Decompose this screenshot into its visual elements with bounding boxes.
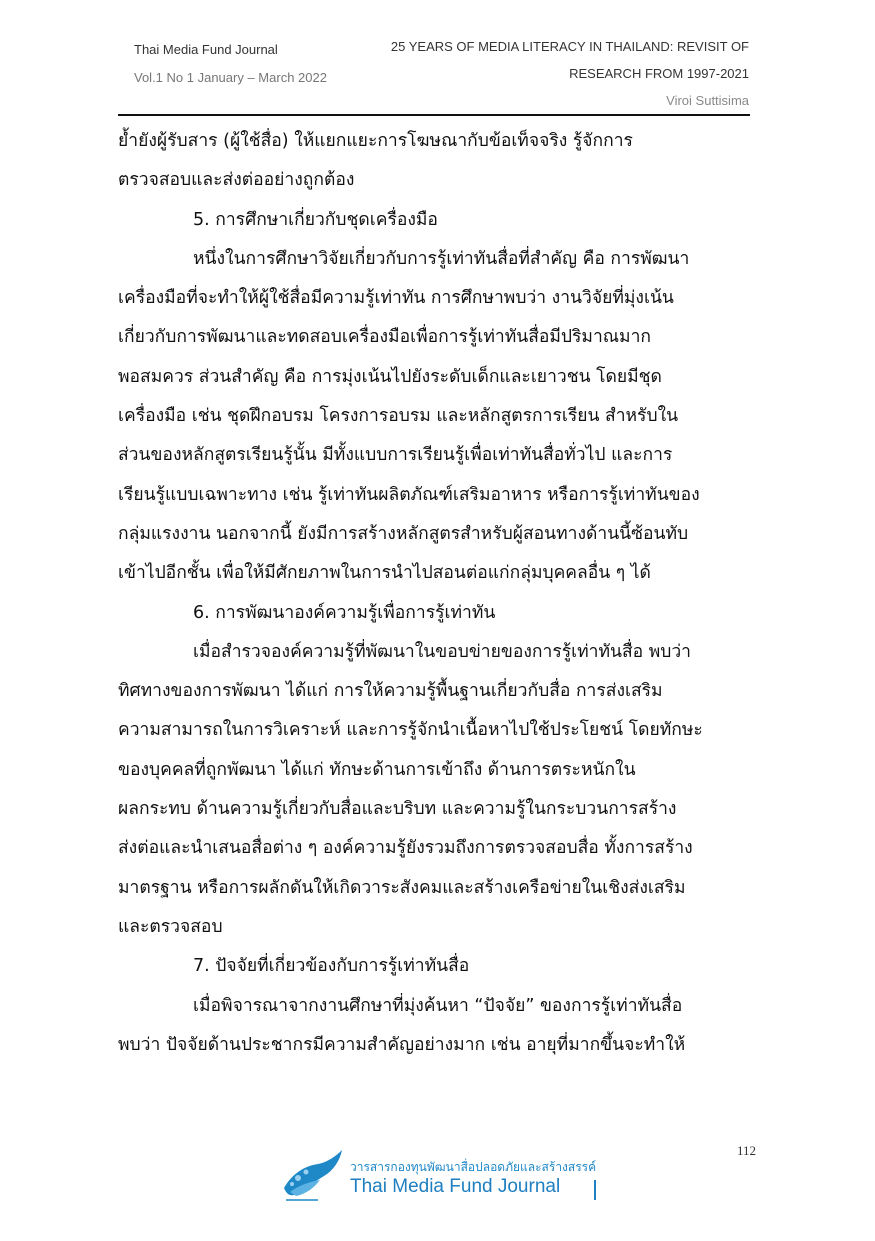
text-line: ความสามารถในการวิเคราะห์ และการรู้จักนำเนื้อหาไปใช้ประโยชน์ โดยทักษะ: [118, 720, 703, 741]
text-line: มาตรฐาน หรือการผลักดันให้เกิดวาระสังคมและสร้างเครือข่ายในเชิงส่งเสริม: [118, 877, 686, 898]
page-number: 112: [736, 1143, 756, 1158]
text-line: เครื่องมือ เช่น ชุดฝึกอบรม โครงการอบรม และหลักสูตรการเรียน สำหรับใน: [118, 406, 679, 427]
logo-english-text: Thai Media Fund Journal: [350, 1176, 561, 1197]
text-line: ผลกระทบ ด้านความรู้เกี่ยวกับสื่อและบริบท และความรู้ในกระบวนการสร้าง: [118, 799, 677, 820]
body-text: [118, 122, 758, 1065]
issue-info: Vol.1 No 1 January – March 2022: [134, 70, 327, 85]
header-divider: [118, 114, 750, 116]
text-line: ส่งต่อและนำเสนอสื่อต่าง ๆ องค์ความรู้ยังรวมถึงการตรวจสอบสื่อ ทั้งการสร้าง: [118, 838, 693, 859]
paragraph-first-line: หนึ่งในการศึกษาวิจัยเกี่ยวกับการรู้เท่าทันสื่อที่สำคัญ คือ การพัฒนา: [193, 248, 690, 269]
text-line: ส่วนของหลักสูตรเรียนรู้นั้น มีทั้งแบบการเรียนรู้เพื่อเท่าทันสื่อทั่วไป และการ: [118, 445, 673, 466]
text-line: กลุ่มแรงงาน นอกจากนี้ ยังมีการสร้างหลักสูตรสำหรับผู้สอนทางด้านนี้ซ้อนทับ: [118, 523, 689, 544]
text-line: ตรวจสอบและส่งต่ออย่างถูกต้อง: [118, 170, 355, 191]
section-heading: 7. ปัจจัยที่เกี่ยวข้องกับการรู้เท่าทันสื่อ: [193, 956, 470, 977]
text-line: เครื่องมือที่จะทำให้ผู้ใช้สื่อมีความรู้เท่าทัน การศึกษาพบว่า งานวิจัยที่มุ่งเน้น: [118, 288, 674, 309]
running-title-line1: 25 YEARS OF MEDIA LITERACY IN THAILAND: REVISIT OF: [390, 39, 749, 54]
text-line: พอสมควร ส่วนสำคัญ คือ การมุ่งเน้นไปยังระดับเด็กและเยาวชน โดยมีชุด: [118, 366, 662, 387]
logo-divider: [594, 1180, 596, 1200]
text-line: เรียนรู้แบบเฉพาะทาง เช่น รู้เท่าทันผลิตภัณฑ์เสริมอาหาร หรือการรู้เท่าทันของ: [118, 484, 700, 505]
journal-name: Thai Media Fund Journal: [134, 42, 278, 57]
paragraph-first-line: เมื่อพิจารณาจากงานศึกษาที่มุ่งค้นหา “ปัจจัย” ของการรู้เท่าทันสื่อ: [193, 995, 683, 1016]
section-heading: 5. การศึกษาเกี่ยวกับชุดเครื่องมือ: [193, 209, 438, 230]
text-line: ทิศทางของการพัฒนา ได้แก่ การให้ความรู้พื้นฐานเกี่ยวกับสื่อ การส่งเสริม: [118, 681, 663, 702]
running-title-line2: RESEARCH FROM 1997-2021: [569, 66, 749, 81]
section-heading: 6. การพัฒนาองค์ความรู้เพื่อการรู้เท่าทัน: [193, 602, 496, 623]
dove-icon: [278, 1148, 348, 1210]
text-line: ของบุคคลที่ถูกพัฒนา ได้แก่ ทักษะด้านการเข้าถึง ด้านการตระหนักใน: [118, 759, 636, 780]
text-line: เกี่ยวกับการพัฒนาและทดสอบเครื่องมือเพื่อการรู้เท่าทันสื่อมีปริมาณมาก: [118, 327, 651, 348]
text-line: พบว่า ปัจจัยด้านประชากรมีความสำคัญอย่างมาก เช่น อายุที่มากขึ้นจะทำให้: [118, 1034, 686, 1055]
text-line: ย้ำยังผู้รับสาร (ผู้ใช้สื่อ) ให้แยกแยะการโฆษณากับข้อเท็จจริง รู้จักการ: [118, 131, 633, 151]
running-author: Viroi Suttisima: [666, 93, 749, 108]
paragraph-first-line: เมื่อสำรวจองค์ความรู้ที่พัฒนาในขอบข่ายของการรู้เท่าทันสื่อ พบว่า: [193, 641, 692, 662]
logo-thai-text: วารสารกองทุนพัฒนาสื่อปลอดภัยและสร้างสรรค์: [350, 1160, 597, 1174]
text-line: และตรวจสอบ: [118, 916, 223, 937]
text-line: เข้าไปอีกชั้น เพื่อให้มีศักยภาพในการนำไปสอนต่อแก่กลุ่มบุคคลอื่น ๆ ได้: [118, 563, 651, 584]
journal-logo: [278, 1148, 608, 1210]
